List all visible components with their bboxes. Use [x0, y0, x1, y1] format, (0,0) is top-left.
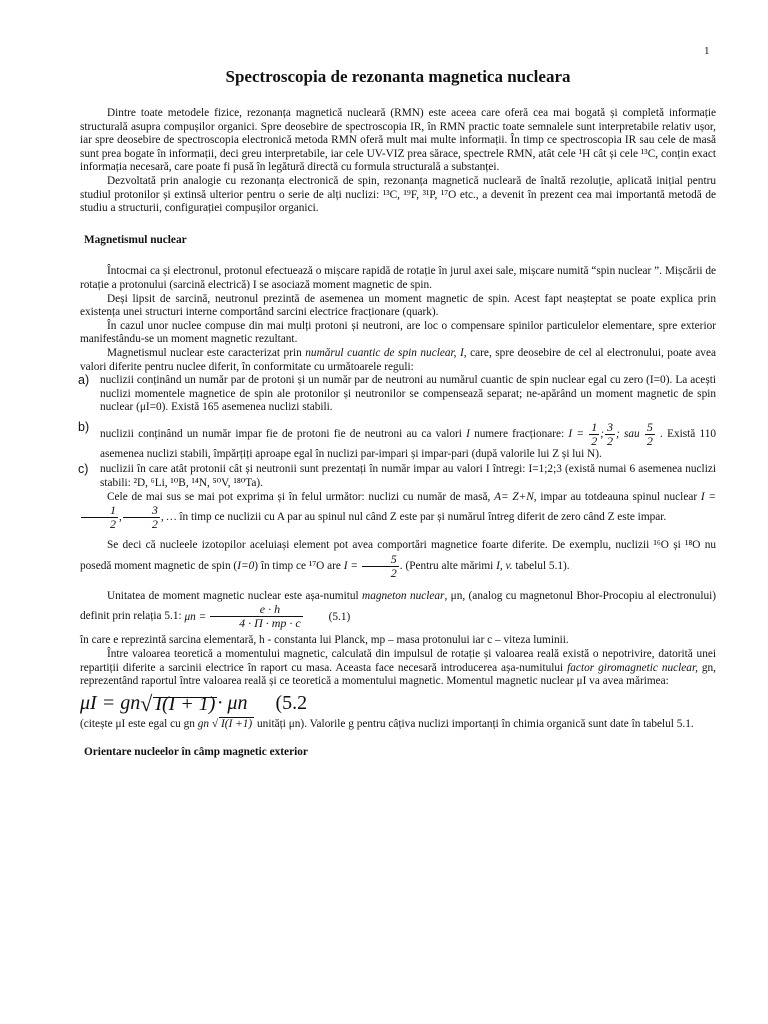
oxygen17-spin-formula: I = $\frac{5}{2}$: [343, 551, 397, 580]
magnetism-paragraph-6: Se deci că nucleele izotopilor aceluiași element pot avea comportări magnetice foarte diferite. De exemplu, nuclizii ¹⁶O și ¹⁸O nu posedă moment magnetic de spin (I=0) în timp ce ¹⁷O are I = $\frac{5}{2}$ . (Pentru alte mărimi I, v. tabelul 5.1).: [80, 539, 716, 580]
spin-values-formula: I = $\frac{1}{2}$ ; $\frac{3}{2}$ ; sau $\frac{5}{2}$: [568, 419, 653, 448]
rule-text: nuclizii conținând un număr par de protoni și un număr par de neutroni au numărul cuantic de spin nuclear egal cu zero (I=0). La acești nuclizi momentele magnetice de spin ale protonilor și neutronilor se compensează separat; ne-apărând un moment magnetic de spin nuclear (μI=0). Există 165 asemenea nuclizi stabili.: [100, 374, 716, 414]
rule-label: b): [78, 419, 90, 434]
magnetic-moment-equation: μI = gn √ I(I + 1) · μn (5.2: [80, 691, 308, 717]
inline-moment-formula: gn √ I(I +1): [197, 718, 253, 731]
equation-label-5-1: (5.1): [328, 610, 351, 623]
odd-mass-spin-formula: I = $\frac{1}{2}$ , $\frac{3}{2}$ , …: [80, 491, 716, 524]
intro-paragraph-1: Dintre toate metodele fizice, rezonanța magnetică nucleară (RMN) este aceea care oferă cea mai bogată și completă informație structurală asupra compușilor organici. Spre deosebire de spectroscopia IR, în RMN practic toate semnalele sunt interpretabile relativ ușor, iar spre deosebire de spectroscopia electronică metoda RMN oferă mult mai multe informații. În timp ce spectroscopia IR sau cele de masă sunt prea bogate în informații, deci greu interpretabile, iar cele UV-VIZ prea sărace, spectrele RMN, atât cele ¹H cât și cele ¹³C, conțin exact informația necesară, care poate fi pusă în legătură directă cu formula structurală a substanței.: [80, 107, 716, 174]
rule-item-c: [80, 463, 716, 490]
rule-text: nuclizii în care atât protonii cât și neutronii sunt prezentați în număr impar au valori I întregi: I=1;2;3 (există numai 6 asemenea nuclizi stabili: ²D, ⁶Li, ¹⁰B, ¹⁴N, ⁵⁰V, ¹⁸⁰Ta).: [100, 463, 716, 490]
section-heading-orientation: Orientare nucleelor în câmp magnetic exterior: [84, 746, 308, 758]
magnetism-paragraph-5: Cele de mai sus se mai pot exprima și în felul următor: nuclizi cu număr de masă, A= Z+N, impar au totdeauna spinul nuclear I = $\frac{1}{2}$ , $\frac{3}{2}$ , … în timp ce nuclizii cu A par au spinul nul când Z este par și numărul întreg diferit de zero când Z este impar.: [80, 491, 716, 532]
magnetism-paragraph-4: Magnetismul nuclear este caracterizat prin numărul cuantic de spin nuclear, I, care, spre deosebire de cel al electronului, poate avea valori diferite pentru nuclee diferit, în conformitate cu următoarele reguli:: [80, 346, 716, 373]
rule-item-b: b) nuclizii conținând un număr impar fie de protoni fie de neutroni au ca valori I numere fracționare: I = $\frac{1}{2}$ ; $\frac{3}{2}$ ; sau $\frac{5}{2}$ . Există 110 asemenea nuclizi stabili, împărțiți aproape egal în nuclizi par-impari și impar-pari (după valorile lui Z și lui N).: [78, 419, 717, 460]
rule-label: a): [78, 373, 90, 388]
magnetism-paragraph-10: (citește μI este egal cu gn gn √ I(I +1) unități μn). Valorile g pentru câțiva nuclizi importanți în chimia organică sunt date în tabelul 5.1.: [80, 718, 694, 731]
page-title: Spectroscopia de rezonanta magnetica nucleara: [225, 67, 571, 86]
nuclear-magneton-formula: μn = $\frac{e \cdot h}{4 \cdot \Pi \cdot mp \cdot c}$: [184, 602, 301, 631]
page-number: 1: [704, 45, 710, 57]
rule-item-a: [80, 374, 716, 415]
section-heading-magnetism: Magnetismul nuclear: [84, 233, 187, 246]
magnetism-paragraph-1: Întocmai ca și electronul, protonul efectuează o mișcare rapidă de rotație în jurul axei sale, mișcare numită “spin nuclear ”. Mișcării de rotație a protonului (sarcină electrică) I se asociază moment magnetic de spin.: [80, 265, 716, 291]
magnetism-paragraph-8: în care e reprezintă sarcina elementară, h - constanta lui Planck, mp – masa protonului iar c – viteza luminii.: [80, 634, 569, 647]
magnetism-paragraph-9: Între valoarea teoretică a momentului magnetic, calculată din impulsul de rotație și valoarea reală există o nepotrivire, datorită unei repartiții diferite a sarcinii electrice în raport cu masa. Aceasta face necesară introducerea așa-numitului factor giromagnetic nuclear, gn, reprezentând raportul între valoarea reală și ce teoretică a momentului magnetic. Momentul magnetic nuclear μI va avea mărimea:: [80, 648, 716, 688]
magnetism-paragraph-2: Deși lipsit de sarcină, neutronul prezintă de asemenea un moment magnetic de spin. Acest fapt neașteptat se poate explica prin existența unei structuri interne comportând sarcini electrice fracționare (quark).: [80, 292, 716, 319]
equation-label-5-2: (5.2: [275, 692, 308, 715]
document-page: [80, 40, 716, 778]
intro-paragraph-2: Dezvoltată prin analogie cu rezonanța electronică de spin, rezonanța magnetică nucleară de înaltă rezoluție, aplicată inițial pentru studiul protonilor și extinsă ulterior pentru o serie de alți nuclizi: ¹³C, ¹⁹F, ³¹P, ¹⁷O etc., a devenit în prezent cea mai importantă metodă de studiu a structurii, configurației compușilor organici.: [80, 174, 716, 215]
magnetism-paragraph-7: Unitatea de moment magnetic nuclear este așa-numitul magneton nuclear, μn, (analog cu magnetonul Bhor-Procopiu al electronului) definit prin relația 5.1: μn = $\frac{e \cdot h}{4 \cdot \Pi \cdot mp \cdot c}$ (5.1): [80, 589, 717, 631]
rule-label: c): [78, 462, 89, 477]
magnetism-paragraph-3: În cazul unor nuclee compuse din mai mulți protoni și neutroni, are loc o compensare spinilor particulelor elementare, spre exterior manifestându-se un moment magnetic rezultant.: [80, 319, 716, 346]
